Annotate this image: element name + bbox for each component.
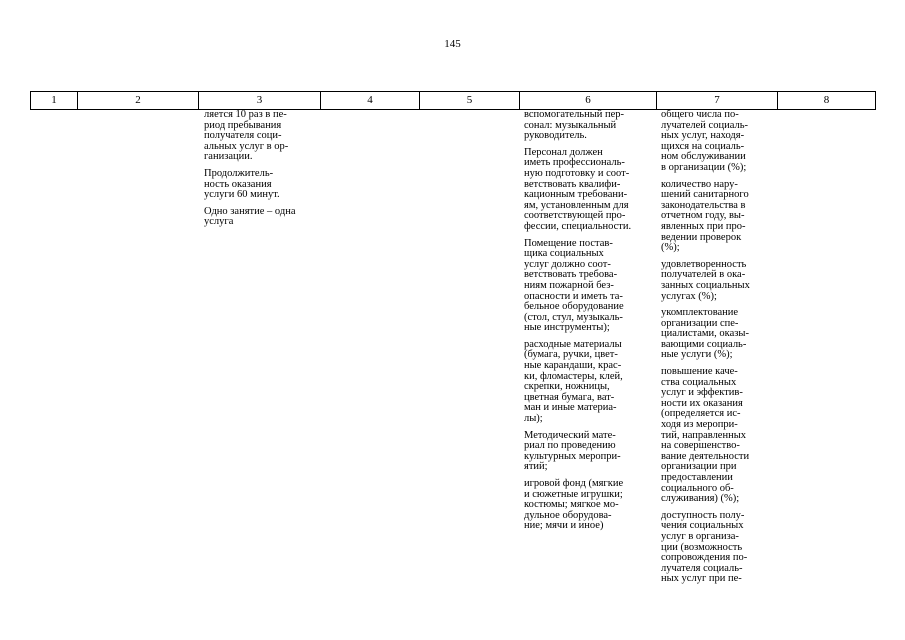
- col6-paragraph: [524, 340, 656, 425]
- text-line: бельное оборудование: [524, 301, 624, 313]
- page-number: 145: [444, 38, 461, 50]
- text-line: Помещение постав-: [524, 237, 613, 249]
- text-line: ных услуг, находя-: [661, 130, 745, 142]
- text-line: ям, установленным для: [524, 199, 629, 211]
- text-line: сонал: музыкальный: [524, 119, 617, 131]
- text-line: услуга: [204, 216, 234, 228]
- text-line: ности их оказания: [661, 397, 743, 409]
- text-line: (бумага, ручки, цвет-: [524, 349, 618, 361]
- text-line: услуг в организа-: [661, 530, 739, 542]
- table-header-row: [30, 91, 876, 110]
- text-line: сопровождения по-: [661, 552, 748, 564]
- text-line: Продолжитель-: [204, 167, 274, 179]
- text-line: вспомогательный пер-: [524, 109, 625, 120]
- header-col-7: 7: [657, 92, 778, 109]
- header-col-3: 3: [199, 92, 321, 109]
- text-line: социального об-: [661, 482, 734, 494]
- text-line: отчетном году, вы-: [661, 210, 745, 222]
- text-line: ные карандаши, крас-: [524, 360, 622, 372]
- text-line: лучателя социаль-: [661, 562, 743, 574]
- text-line: опасности и иметь та-: [524, 290, 623, 302]
- text-line: ветствовать квалифи-: [524, 178, 621, 190]
- col7-paragraph: [661, 110, 779, 174]
- col7-paragraph: [661, 260, 779, 302]
- text-line: общего числа по-: [661, 109, 739, 120]
- col3-paragraph: [204, 110, 320, 163]
- text-line: ходя из меропри-: [661, 419, 738, 431]
- header-col-8: 8: [823, 94, 830, 106]
- text-line: укомплектование: [661, 307, 739, 319]
- col3-paragraph: [204, 169, 320, 201]
- text-line: руководитель.: [524, 130, 587, 142]
- text-line: ные услуги (%);: [661, 349, 733, 361]
- text-line: ветствовать требова-: [524, 269, 618, 281]
- text-line: щихся на социаль-: [661, 140, 745, 152]
- text-line: кационным требовани-: [524, 189, 628, 201]
- text-line: риал по проведению: [524, 440, 616, 452]
- column-7-text: [661, 110, 779, 591]
- text-line: ганизации.: [204, 151, 253, 163]
- text-line: на совершенство-: [661, 440, 740, 452]
- text-line: (определяется ис-: [661, 408, 741, 420]
- column-3-text: [204, 110, 320, 234]
- text-line: расходные материалы: [524, 338, 622, 350]
- text-line: вание деятельности: [661, 450, 750, 462]
- header-col-2: 2: [78, 92, 199, 109]
- text-line: Одно занятие – одна: [204, 205, 296, 217]
- text-line: ки, фломастеры, клей,: [524, 370, 623, 382]
- text-line: щика социальных: [524, 248, 604, 260]
- text-line: ляется 10 раз в пе-: [204, 109, 287, 120]
- text-line: (%);: [661, 242, 680, 254]
- col6-paragraph: [524, 148, 656, 233]
- text-line: ные инструменты);: [524, 322, 610, 334]
- col3-paragraph: [204, 207, 320, 228]
- text-line: количество нару-: [661, 178, 738, 190]
- col6-paragraph: [524, 110, 656, 142]
- text-line: ведении проверок: [661, 231, 742, 243]
- text-line: соответствующей про-: [524, 210, 626, 222]
- text-line: ную подготовку и соот-: [524, 167, 630, 179]
- text-line: лучателей социаль-: [661, 119, 748, 131]
- text-line: организации при: [661, 461, 737, 473]
- col7-paragraph: [661, 308, 779, 361]
- header-col-1: 1: [31, 92, 78, 109]
- text-line: удовлетворенность: [661, 258, 747, 270]
- text-line: ние; мячи и иное): [524, 520, 604, 532]
- text-line: ятий;: [524, 461, 548, 473]
- header-col-4: 4: [321, 92, 420, 109]
- text-line: ном обслуживании: [661, 151, 746, 163]
- text-line: ниям пожарной без-: [524, 279, 614, 291]
- text-line: и сюжетные игрушки;: [524, 488, 623, 500]
- text-line: риод пребывания: [204, 119, 282, 131]
- header-col-6: 6: [520, 92, 657, 109]
- text-line: доступность полу-: [661, 509, 745, 521]
- text-line: служивания) (%);: [661, 493, 740, 505]
- text-line: ции (возможность: [661, 541, 743, 553]
- text-line: законодательства в: [661, 199, 746, 211]
- text-line: лы);: [524, 413, 543, 425]
- text-line: цветная бумага, ват-: [524, 391, 615, 403]
- text-line: Методический мате-: [524, 429, 616, 441]
- text-line: дульное оборудова-: [524, 509, 612, 521]
- text-line: услугах (%);: [661, 290, 717, 302]
- text-line: тий, направленных: [661, 429, 747, 441]
- col7-paragraph: [661, 180, 779, 254]
- text-line: циалистами, оказы-: [661, 328, 749, 340]
- text-line: чения социальных: [661, 520, 744, 532]
- text-line: услуг должно соот-: [524, 258, 611, 270]
- text-line: организации спе-: [661, 317, 739, 329]
- text-line: явленных при про-: [661, 220, 746, 232]
- text-line: в организации (%);: [661, 161, 747, 173]
- column-6-text: [524, 110, 656, 538]
- text-line: скрепки, ножницы,: [524, 381, 610, 393]
- text-line: шений санитарного: [661, 189, 749, 201]
- col7-paragraph: [661, 511, 779, 585]
- text-line: ных услуг при пе-: [661, 573, 742, 585]
- header-col-5: 5: [420, 92, 520, 109]
- text-line: услуги 60 минут.: [204, 189, 280, 201]
- text-line: повышение каче-: [661, 366, 738, 378]
- col6-paragraph: [524, 479, 656, 532]
- col6-paragraph: [524, 239, 656, 334]
- text-line: ность оказания: [204, 178, 272, 190]
- text-line: вающими социаль-: [661, 338, 747, 350]
- text-line: ман и иные материа-: [524, 402, 617, 414]
- text-line: получателя соци-: [204, 130, 282, 142]
- col6-paragraph: [524, 431, 656, 473]
- text-line: фессии, специальности.: [524, 220, 632, 232]
- text-line: услуг и эффектив-: [661, 387, 743, 399]
- text-line: предоставлении: [661, 472, 733, 483]
- col7-paragraph: [661, 367, 779, 505]
- text-line: игровой фонд (мягкие: [524, 478, 624, 489]
- text-line: костюмы; мягкое мо-: [524, 499, 619, 511]
- text-line: культурных меропри-: [524, 450, 621, 462]
- text-line: Персонал должен: [524, 146, 603, 158]
- text-line: иметь профессиональ-: [524, 157, 625, 169]
- text-line: получателей в ока-: [661, 269, 746, 281]
- text-line: (стол, стул, музыкаль-: [524, 311, 623, 323]
- text-line: занных социальных: [661, 279, 750, 291]
- text-line: ства социальных: [661, 376, 737, 388]
- text-line: альных услуг в ор-: [204, 140, 289, 152]
